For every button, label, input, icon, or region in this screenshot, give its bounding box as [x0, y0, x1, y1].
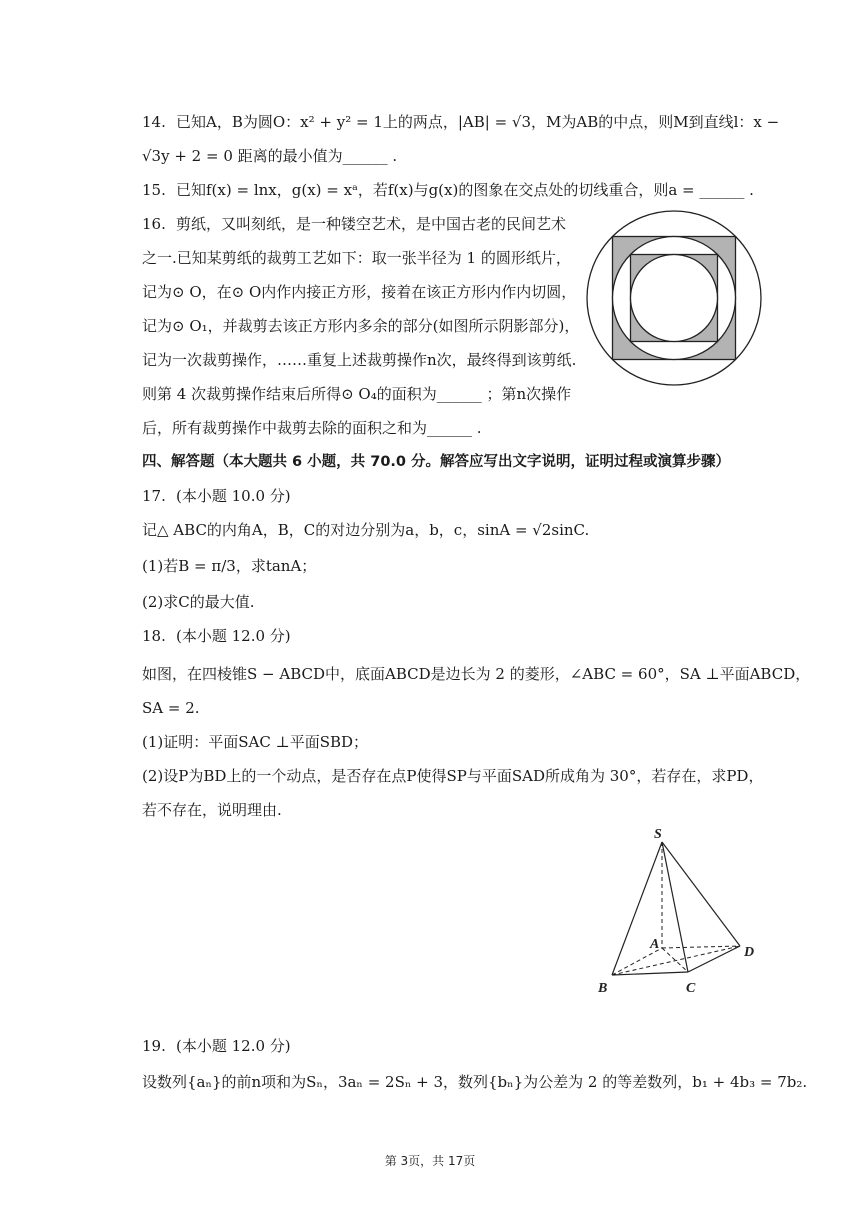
- q14-text-1: 已知A，B为圆O：x² + y² = 1上的两点，|AB| = √3，M为AB的中点，则M到直线l：x −: [176, 113, 780, 131]
- q18-stem-1: 如图，在四棱锥S − ABCD中，底面ABCD是边长为 2 的菱形，∠ABC = 60°，SA ⊥平面ABCD，: [142, 665, 811, 683]
- q18-number: 18.: [142, 627, 166, 645]
- q18-part2-a: (2)设P为BD上的一个动点，是否存在点P使得SP与平面SAD所成角为 30°，若存在，求PD，: [142, 767, 764, 785]
- q17-header: [142, 486, 291, 506]
- q17-points: (本小题 10.0 分): [176, 487, 291, 505]
- vertex-label-b: B: [598, 981, 608, 996]
- q14-number: 14.: [142, 113, 166, 131]
- q16-line7: 后，所有裁剪操作中裁剪去除的面积之和为______ .: [142, 419, 482, 437]
- q16-line2: 之一.已知某剪纸的裁剪工艺如下：取一张半径为 1 的圆形纸片，: [142, 249, 571, 267]
- section-4-heading: 四、解答题（本大题共 6 小题，共 70.0 分。解答应写出文字说明，证明过程或演算步骤）: [142, 454, 731, 470]
- q18-pyramid-figure: [590, 820, 770, 1000]
- vertex-label-d: D: [744, 945, 755, 960]
- q15-line: [142, 180, 754, 200]
- q15-text: 已知f(x) = lnx，g(x) = xᵃ，若f(x)与g(x)的图象在交点处的切线重合，则a = ______ .: [176, 181, 754, 199]
- q15-number: 15.: [142, 181, 166, 199]
- q14-text-2: √3y + 2 = 0 距离的最小值为______ .: [142, 147, 398, 165]
- q16-number: 16.: [142, 215, 166, 233]
- q16-line4: 记为⊙ O₁，并裁剪去该正方形内多余的部分(如图所示阴影部分)，: [142, 317, 580, 335]
- q14-line1: [142, 112, 779, 132]
- q18-part2-b: 若不存在，说明理由.: [142, 801, 282, 819]
- q16-line1: [142, 214, 566, 234]
- q17-part1: (1)若B = π/3，求tanA；: [142, 557, 317, 575]
- q18-stem-2: SA = 2.: [142, 699, 200, 717]
- q14-line2: [142, 146, 397, 166]
- q19-header: [142, 1036, 291, 1056]
- q18-points: (本小题 12.0 分): [176, 627, 291, 645]
- page-footer: 第 3页，共 17页: [384, 1154, 476, 1168]
- q16-line6: 则第 4 次裁剪操作结束后所得⊙ O₄的面积为______ ；第n次操作: [142, 385, 572, 403]
- q17-part2: (2)求C的最大值.: [142, 593, 255, 611]
- q19-points: (本小题 12.0 分): [176, 1037, 291, 1055]
- vertex-label-s: S: [654, 827, 662, 842]
- q17-number: 17.: [142, 487, 166, 505]
- vertex-label-a: A: [650, 937, 660, 952]
- q19-number: 19.: [142, 1037, 166, 1055]
- q16-line3: 记为⊙ O，在⊙ O内作内接正方形，接着在该正方形内作内切圆，: [142, 283, 577, 301]
- q16-text-1: 剪纸，又叫刻纸，是一种镂空艺术，是中国古老的民间艺术: [176, 215, 567, 233]
- q19-stem: 设数列{aₙ}的前n项和为Sₙ，3aₙ = 2Sₙ + 3，数列{bₙ}为公差为 2 的等差数列，b₁ + 4b₃ = 7b₂.: [142, 1073, 808, 1091]
- q17-stem: 记△ ABC的内角A，B，C的对边分别为a，b，c，sinA = √2sinC.: [142, 521, 590, 539]
- vertex-label-c: C: [686, 981, 696, 996]
- q18-header: [142, 626, 291, 646]
- q18-part1: (1)证明：平面SAC ⊥平面SBD；: [142, 733, 369, 751]
- q16-line5: 记为一次裁剪操作，……重复上述裁剪操作n次，最终得到该剪纸.: [142, 351, 577, 369]
- q16-paper-cut-figure: [586, 210, 762, 386]
